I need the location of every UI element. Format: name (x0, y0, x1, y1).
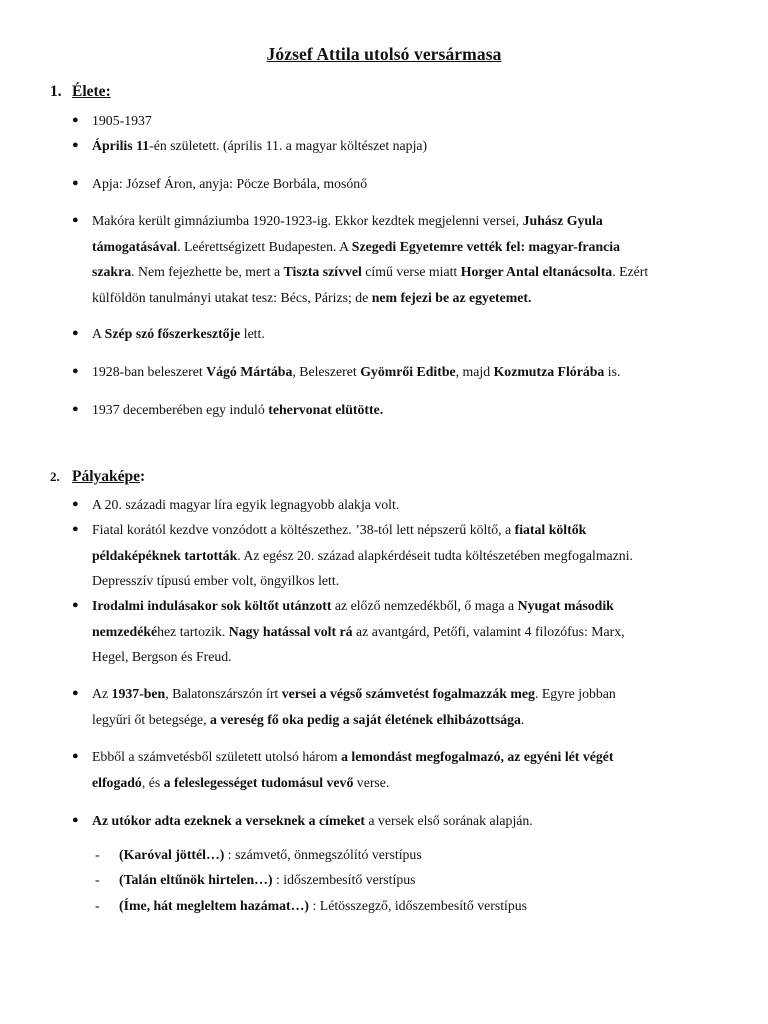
section-1-title: Élete: (72, 83, 111, 100)
bullet-icon: ● (72, 365, 79, 377)
bold-text: támogatásával (92, 238, 178, 254)
section-1-number: 1. (50, 83, 62, 100)
text-run: , és (141, 774, 164, 790)
text-line (92, 707, 720, 733)
text-run: -én született. (április 11. a magyar költészet napja) (149, 138, 428, 153)
list-item-text (92, 321, 720, 347)
text-line (92, 492, 720, 518)
text-run: hez tartozik. (157, 623, 229, 639)
list-item-text (92, 171, 720, 197)
poem-title-text (119, 847, 422, 863)
text-line (92, 397, 720, 423)
bullet-icon: ● (72, 177, 79, 189)
dash-marker: - (95, 872, 100, 887)
list-item-text (92, 108, 720, 134)
section-2-number: 2. (50, 469, 60, 484)
bullet-icon: ● (72, 214, 79, 226)
text-line (92, 285, 720, 311)
text-line (92, 321, 720, 347)
list-item-text (92, 744, 720, 795)
bold-text: elfogadó (92, 774, 142, 790)
text-run: A (92, 326, 105, 341)
list-item-text (92, 681, 720, 732)
list-item-text (92, 492, 720, 518)
text-run: is. (604, 364, 621, 379)
text-line (92, 208, 720, 234)
bold-text: Tiszta szívvel (283, 264, 362, 279)
text-run: . Egyre jobban (534, 686, 616, 701)
text-line (92, 234, 720, 260)
text-run: az avantgárd, Petőfi, valamint 4 filozófus: Marx, (352, 623, 625, 639)
text-run: A 20. századi magyar líra egyik legnagyobb alakja volt. (92, 497, 400, 512)
bold-text: a vereség fő oka pedig a saját életének elhibázottsága (210, 711, 521, 727)
text-run: , majd (455, 364, 494, 379)
text-run: Depresszív típusú ember volt, öngyilkos lett. (92, 573, 340, 588)
section-2-heading (50, 468, 145, 486)
poem-title: (Karóval jöttél…) (119, 847, 225, 862)
list-item-text (92, 593, 720, 670)
bold-text: Vágó Mártába (206, 364, 293, 379)
text-line (92, 593, 720, 619)
text-run: legyűri őt betegsége, (92, 711, 211, 727)
text-run: című verse miatt (361, 264, 461, 279)
text-line (92, 770, 720, 796)
bold-text: Április 11 (92, 138, 150, 153)
text-run: külföldön tanulmányi utakat tesz: Bécs, Párizs; de (92, 289, 372, 305)
bold-text: nem fejezi be az egyetemet. (371, 289, 532, 305)
text-line (92, 808, 720, 834)
bold-text: Gyömrői Editbe (360, 364, 456, 379)
bold-text: fiatal költők (514, 522, 587, 537)
poem-type: : számvető, önmegszólító verstípus (224, 847, 422, 862)
text-line (92, 171, 720, 197)
text-run: az előző nemzedékből, ő maga a (331, 598, 518, 613)
bullet-icon: ● (72, 403, 79, 415)
bullet-icon: ● (72, 139, 79, 151)
bullet-icon: ● (72, 814, 79, 826)
list-item-text (92, 359, 720, 385)
text-line (92, 359, 720, 385)
text-line (92, 644, 720, 670)
text-run: Fiatal korától kezdve vonzódott a költészethez. ’38-tól lett népszerű költő, a (92, 522, 515, 537)
poem-title-text (119, 872, 416, 888)
bold-text: példaképéknek tartották (92, 547, 238, 563)
document-title: József Attila utolsó versármasa (266, 44, 502, 64)
bullet-icon: ● (72, 114, 79, 126)
poem-type: : időszembesítő verstípus (272, 872, 416, 887)
text-line (92, 543, 720, 569)
list-item-text (92, 808, 720, 834)
text-run: . Nem fejezhette be, mert a (131, 264, 284, 279)
text-run: a versek első sorának alapján. (364, 813, 533, 828)
text-run: Apja: József Áron, anyja: Pöcze Borbála, mosónő (92, 176, 368, 191)
bold-text: Horger Antal eltanácsolta (460, 264, 613, 279)
list-item-text (92, 133, 720, 159)
bold-text: Szegedi Egyetemre vették fel: magyar-francia (351, 238, 620, 254)
text-run: . (520, 711, 525, 727)
bold-text: szakra (92, 264, 132, 279)
bold-text: Az utókor adta ezeknek a verseknek a címeket (92, 813, 365, 828)
text-run: , Balatonszárszón írt (165, 686, 282, 701)
bullet-icon: ● (72, 327, 79, 339)
dash-marker: - (95, 898, 100, 913)
poem-title: (Talán eltűnök hirtelen…) (119, 872, 273, 887)
text-line (92, 681, 720, 707)
bold-text: Nyugat második (517, 598, 614, 613)
bullet-icon: ● (72, 599, 79, 611)
bold-text: a feleslegességet tudomásul vevő (163, 774, 354, 790)
text-line (92, 517, 720, 543)
text-run: 1905-1937 (92, 113, 152, 128)
section-2-title-suffix: : (140, 468, 146, 485)
bold-text: tehervonat elütötte. (268, 402, 384, 417)
text-run: 1937 decemberében egy induló (92, 402, 269, 417)
bold-text: a lemondást megfogalmazó, az egyéni lét végét (341, 749, 614, 764)
list-item-text (92, 397, 720, 423)
bullet-icon: ● (72, 687, 79, 699)
text-run: Ebből a számvetésből született utolsó három (92, 749, 342, 764)
bold-text: Irodalmi indulásakor sok költőt utánzott (92, 598, 332, 613)
bold-text: nemzedéké (92, 623, 158, 639)
bullet-icon: ● (72, 750, 79, 762)
poem-title: (Íme, hát megleltem hazámat…) (119, 898, 310, 913)
text-run: Hegel, Bergson és Freud. (92, 649, 232, 664)
text-run: . Ezért (612, 264, 649, 279)
poem-title-text (119, 898, 527, 914)
bold-text: Kozmutza Flórába (493, 364, 605, 379)
bold-text: Nagy hatással volt rá (228, 623, 353, 639)
text-line (92, 108, 720, 134)
text-run: . Leérettségizett Budapesten. A (177, 238, 352, 254)
text-line (92, 619, 720, 645)
bold-text: Szép szó főszerkesztője (104, 326, 241, 341)
text-run: verse. (353, 774, 390, 790)
text-run: Az (92, 686, 112, 701)
bold-text: 1937-ben (111, 686, 166, 701)
poem-type: : Létösszegző, időszembesítő verstípus (309, 898, 528, 913)
bullet-icon: ● (72, 523, 79, 535)
text-run: . Az egész 20. század alapkérdéseit tudta költészetében megfogalmazni. (237, 547, 633, 563)
bold-text: versei a végső számvetést fogalmazzák meg (281, 686, 535, 701)
text-run: 1928-ban beleszeret (92, 364, 207, 379)
text-run: lett. (240, 326, 265, 341)
text-line (92, 568, 720, 594)
text-run: , Beleszeret (292, 364, 361, 379)
text-run: Makóra került gimnáziumba 1920-1923-ig. Ekkor kezdtek megjelenni versei, (92, 213, 523, 228)
dash-marker: - (95, 847, 100, 862)
text-line (92, 259, 720, 285)
section-2-title: Pályaképe (72, 468, 141, 485)
text-line (92, 133, 720, 159)
list-item-text (92, 208, 720, 310)
bold-text: Juhász Gyula (522, 213, 603, 228)
bullet-icon: ● (72, 498, 79, 510)
section-1-heading (50, 83, 111, 101)
list-item-text (92, 517, 720, 594)
text-line (92, 744, 720, 770)
